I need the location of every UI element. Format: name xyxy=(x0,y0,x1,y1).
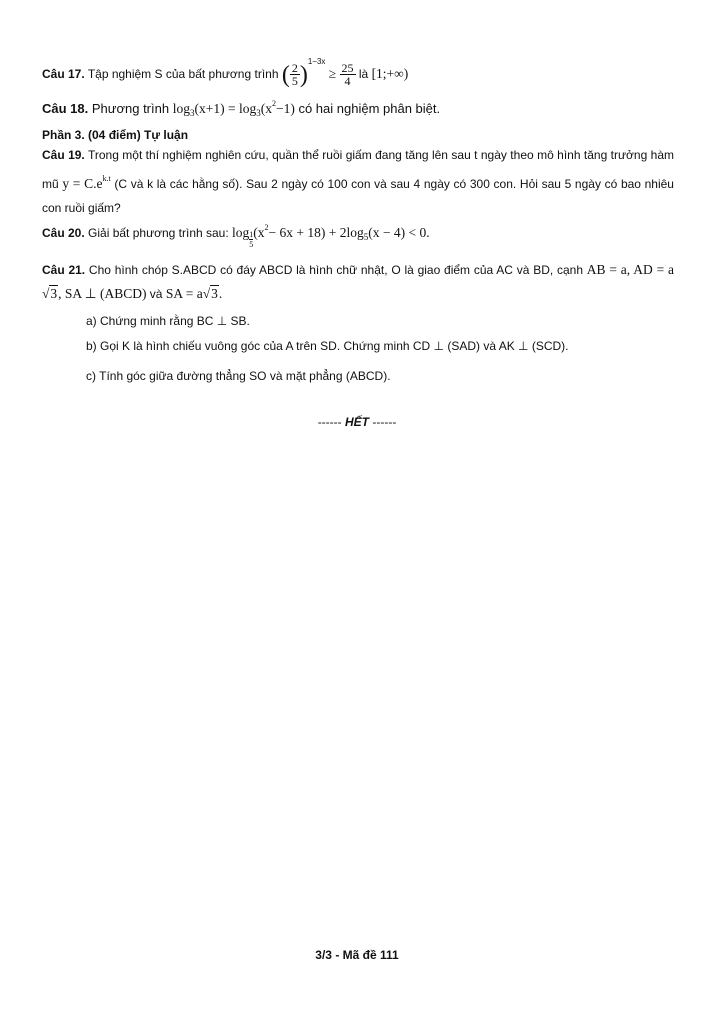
equation: $\log_3(x+1) = \log_3(x^2-1)$ xyxy=(172,99,295,118)
log-base-fraction: $\frac{1}{5}$ xyxy=(249,230,254,249)
question-label: Câu 19. xyxy=(42,148,85,162)
condition-sa: SA = a√3. xyxy=(166,286,222,301)
sqrt: √3 xyxy=(202,286,218,301)
question-label: Câu 21. xyxy=(42,263,86,277)
connector: là xyxy=(358,67,369,81)
inequality: log $\frac{1}{5}$ $(x^2- 6x + 18) + 2\log_5(x - 4) < 0$. xyxy=(232,223,430,249)
question-text: Trong một thí nghiệm nghiên cứu, quần thể ruồi giấm đang tăng lên sau t ngày theo mô hình tăng trưởng hàm mũ xyxy=(42,148,675,191)
base-fraction: $\frac{2}{5}$ xyxy=(291,61,298,89)
section-title: Phần 3. (04 điểm) Tự luận xyxy=(42,128,189,142)
question-label: Câu 18. xyxy=(42,101,89,116)
answer-interval: [1;+∞) xyxy=(371,66,409,81)
sqrt: √3 xyxy=(42,286,58,301)
question-21-part-a: a) Chứng minh rằng BC ⊥ SB. xyxy=(86,314,250,328)
end-marker: ------ HẾT ------ xyxy=(317,415,397,429)
question-label: Câu 20. xyxy=(42,226,85,240)
question-text: Giải bất phương trình sau: xyxy=(88,226,229,240)
connector: và xyxy=(149,287,163,301)
exponent: 1−3x xyxy=(307,57,326,66)
paren-close: ) xyxy=(299,61,308,88)
question-19 xyxy=(42,143,674,220)
question-21 xyxy=(42,258,674,306)
question-17 xyxy=(42,52,674,87)
condition-ab-ad: AB = a, AD = a√3, SA ⊥ (ABCD) xyxy=(42,262,674,301)
question-20 xyxy=(42,218,674,249)
page-footer: 3/3 - Mã đề 111 xyxy=(315,948,399,962)
question-18 xyxy=(42,94,674,123)
question-label: Câu 17. xyxy=(42,67,85,81)
question-text: Tập nghiệm S của bất phương trình xyxy=(87,67,279,81)
question-text-end: có hai nghiệm phân biệt. xyxy=(298,101,441,116)
formula: $y = C.e^{k.t}$ xyxy=(62,174,111,191)
question-21-part-c: c) Tính góc giữa đường thẳng SO và mặt phẳng (ABCD). xyxy=(86,369,391,383)
inequality-sign: ≥ xyxy=(328,66,337,81)
question-text: Cho hình chóp S.ABCD có đáy ABCD là hình chữ nhật, O là giao điểm của AC và BD, cạnh xyxy=(88,263,584,277)
paren-open: ( xyxy=(281,61,290,88)
rhs-fraction: $\frac{25}{4}$ xyxy=(341,61,354,89)
question-21-part-b: b) Gọi K là hình chiếu vuông góc của A trên SD. Chứng minh CD ⊥ (SAD) và AK ⊥ (SCD). xyxy=(86,339,569,353)
question-text-end: (C và k là các hằng số). Sau 2 ngày có 100 con và sau 4 ngày có 300 con. Hỏi sau 5 ngày có bao nhiêu con ruồi giấm? xyxy=(42,177,674,215)
question-text: Phương trình xyxy=(91,101,170,116)
